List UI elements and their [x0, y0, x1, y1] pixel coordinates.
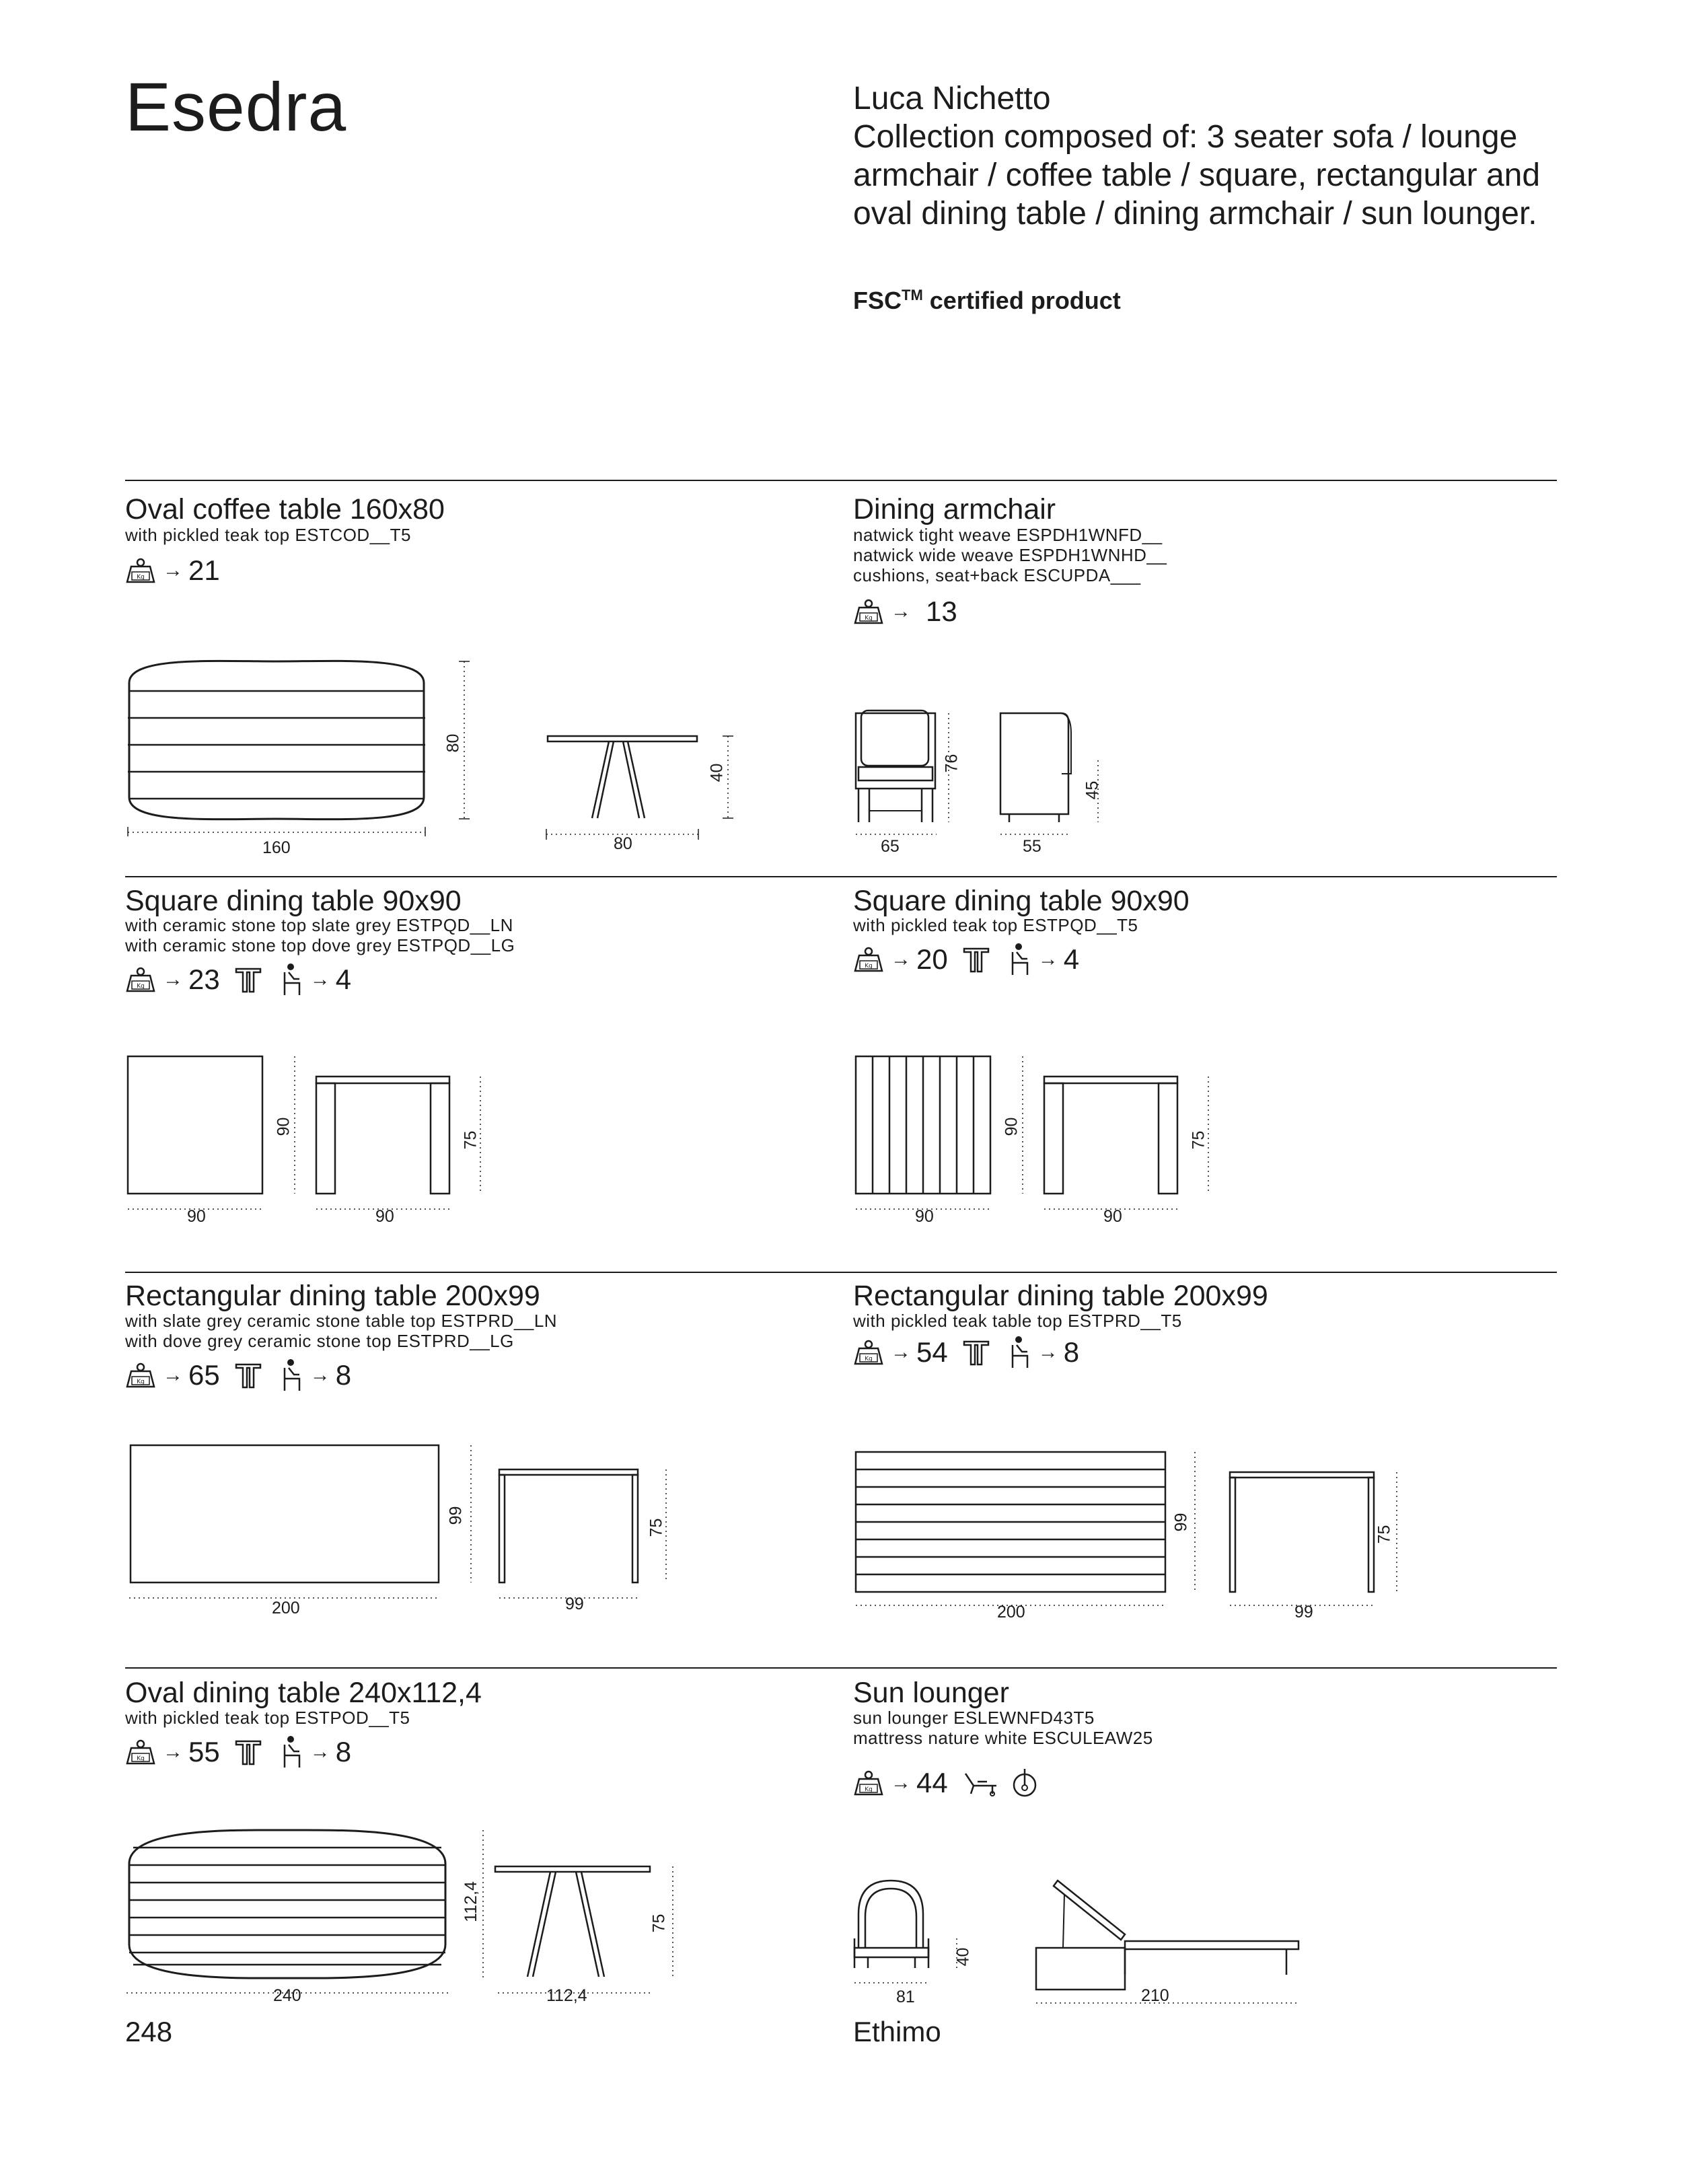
dimension-label: 55 [1023, 837, 1041, 856]
product-stats: Kg → 21 [125, 553, 235, 588]
section-divider [125, 480, 1557, 481]
weight-kg-icon [853, 1770, 884, 1796]
product-stats: Kg → 55 → 8 [125, 1735, 366, 1770]
chair-person-icon [279, 963, 303, 996]
dimension-label: 160 [262, 838, 291, 857]
square-table-drawing [121, 1050, 498, 1225]
product-title: Rectangular dining table 200x99 [125, 1280, 540, 1312]
dimension-label: 90 [915, 1207, 934, 1226]
brand-name: Ethimo [853, 2016, 941, 2047]
product-codes: with pickled teak top ESTCOD__T5 [125, 525, 411, 545]
recline-icon [963, 1770, 999, 1796]
dimension-label: 200 [997, 1603, 1025, 1622]
dimension-label: 99 [446, 1506, 466, 1525]
weight-value: 21 [188, 554, 220, 586]
product-title: Oval coffee table 160x80 [125, 493, 445, 525]
seats-value: 8 [335, 1359, 352, 1391]
weight-value: 54 [916, 1336, 948, 1368]
dimension-label: 75 [647, 1518, 666, 1537]
coffee-table-side-drawing [538, 727, 740, 848]
svg-text:Kg: Kg [137, 1755, 145, 1762]
seats-value: 4 [1063, 943, 1080, 975]
coffee-table-top-drawing [121, 656, 471, 851]
weight-kg-icon [853, 1339, 884, 1366]
chair-person-icon [279, 1735, 303, 1769]
dimension-label: 40 [953, 1947, 973, 1967]
svg-text:Kg: Kg [137, 983, 145, 990]
chair-person-icon [1007, 943, 1031, 976]
oval-dining-table-drawing [121, 1823, 700, 2005]
weight-kg-icon [125, 966, 156, 993]
dimension-label: 112,4 [546, 1986, 587, 2005]
product-codes: with pickled teak top ESTPQD__T5 [853, 915, 1138, 935]
product-title: Square dining table 90x90 [125, 885, 462, 917]
product-codes: natwick tight weave ESPDH1WNFD__ natwick wide weave ESPDH1WNHD__ cushions, seat+back ESCUPDA___ [853, 525, 1167, 585]
product-title: Oval dining table 240x112,4 [125, 1677, 482, 1709]
weight-kg-icon [853, 598, 884, 625]
page-number: 248 [125, 2016, 173, 2047]
product-stats: Kg → 13 [853, 594, 972, 629]
table-icon [235, 1360, 262, 1390]
dimension-label: 90 [1002, 1117, 1021, 1136]
weight-kg-icon [853, 946, 884, 973]
sun-lounger-drawing [849, 1867, 1320, 2008]
svg-text:Kg: Kg [865, 963, 873, 970]
dimension-label: 40 [707, 763, 727, 782]
dimension-label: 75 [649, 1914, 669, 1933]
svg-text:Kg: Kg [865, 1356, 873, 1362]
weight-value: 55 [188, 1736, 220, 1768]
dimension-label: 80 [443, 733, 463, 753]
product-title: Rectangular dining table 200x99 [853, 1280, 1268, 1312]
product-title: Square dining table 90x90 [853, 885, 1190, 917]
dimension-label: 90 [375, 1207, 394, 1226]
chair-person-icon [279, 1358, 303, 1392]
weight-kg-icon [125, 1739, 156, 1766]
dimension-label: 80 [614, 834, 632, 853]
weight-value: 44 [916, 1767, 948, 1798]
product-codes: sun lounger ESLEWNFD43T5 mattress nature white ESCULEAW25 [853, 1708, 1153, 1748]
svg-text:Kg: Kg [865, 615, 873, 622]
svg-text:Kg: Kg [865, 1786, 873, 1793]
dimension-label: 90 [187, 1207, 206, 1226]
dimension-label: 90 [1103, 1207, 1122, 1226]
dimension-label: 45 [1083, 780, 1102, 800]
dimension-label: 112,4 [461, 1881, 480, 1922]
seats-value: 4 [335, 963, 352, 995]
dimension-label: 81 [896, 1988, 915, 2006]
seats-value: 8 [1063, 1336, 1080, 1368]
weight-value: 65 [188, 1359, 220, 1391]
section-divider [125, 1667, 1557, 1669]
rect-table-drawing [121, 1439, 700, 1613]
dimension-label: 75 [461, 1130, 480, 1150]
armchair-drawing [849, 706, 1118, 854]
product-codes: with pickled teak table top ESTPRD__T5 [853, 1311, 1182, 1331]
product-stats: Kg → 65 → 8 [125, 1358, 366, 1393]
dimension-label: 99 [1171, 1513, 1191, 1532]
table-icon [235, 965, 262, 994]
svg-text:Kg: Kg [137, 1379, 145, 1385]
weight-value: 23 [188, 963, 220, 995]
table-icon [963, 1338, 990, 1367]
dimension-label: 210 [1141, 1986, 1169, 2005]
collection-text: Collection composed of: 3 seater sofa / lounge armchair / coffee table / square, rectangular and oval dining table / dining armchair / sun lounger. [853, 119, 1541, 231]
table-icon [235, 1737, 262, 1767]
product-title: Dining armchair [853, 493, 1056, 525]
weight-value: 20 [916, 943, 948, 975]
chair-person-icon [1007, 1336, 1031, 1369]
seats-value: 8 [335, 1736, 352, 1768]
rect-teak-table-drawing [849, 1445, 1428, 1620]
table-icon [963, 945, 990, 974]
dimension-label: 75 [1189, 1130, 1208, 1150]
product-title: Sun lounger [853, 1677, 1009, 1709]
weight-kg-icon [125, 1362, 156, 1389]
designer-name: Luca Nichetto [853, 81, 1051, 116]
dimension-label: 75 [1375, 1525, 1394, 1544]
dimension-label: 99 [1294, 1603, 1313, 1622]
dimension-label: 90 [274, 1117, 293, 1136]
dimension-label: 65 [881, 837, 900, 856]
dimension-label: 240 [273, 1986, 301, 2005]
collection-description [853, 79, 1560, 233]
weight-value: 13 [926, 595, 957, 627]
section-divider [125, 1272, 1557, 1273]
weight-kg-icon [125, 557, 156, 584]
product-stats: Kg → 20 → 4 [853, 942, 1094, 977]
page-title: Esedra [125, 69, 347, 145]
product-stats: Kg → 23 → 4 [125, 962, 366, 997]
section-divider [125, 876, 1557, 877]
dimension-label: 99 [565, 1595, 584, 1613]
product-stats: Kg → 54 → 8 [853, 1335, 1094, 1370]
fsc-certification: FSC™ certified product [853, 287, 1121, 314]
dimension-label: 76 [942, 754, 961, 773]
product-codes: with ceramic stone top slate grey ESTPQD__LN with ceramic stone top dove grey ESTPQD__LG [125, 915, 515, 955]
wheel-icon [1011, 1768, 1038, 1798]
product-codes: with slate grey ceramic stone table top ESTPRD__LN with dove grey ceramic stone top ESTPRD__LG [125, 1311, 558, 1351]
dimension-label: 200 [272, 1599, 300, 1617]
svg-text:Kg: Kg [137, 574, 145, 581]
product-codes: with pickled teak top ESTPOD__T5 [125, 1708, 410, 1728]
square-teak-table-drawing [849, 1050, 1226, 1225]
product-stats: Kg → 44 [853, 1766, 1038, 1800]
